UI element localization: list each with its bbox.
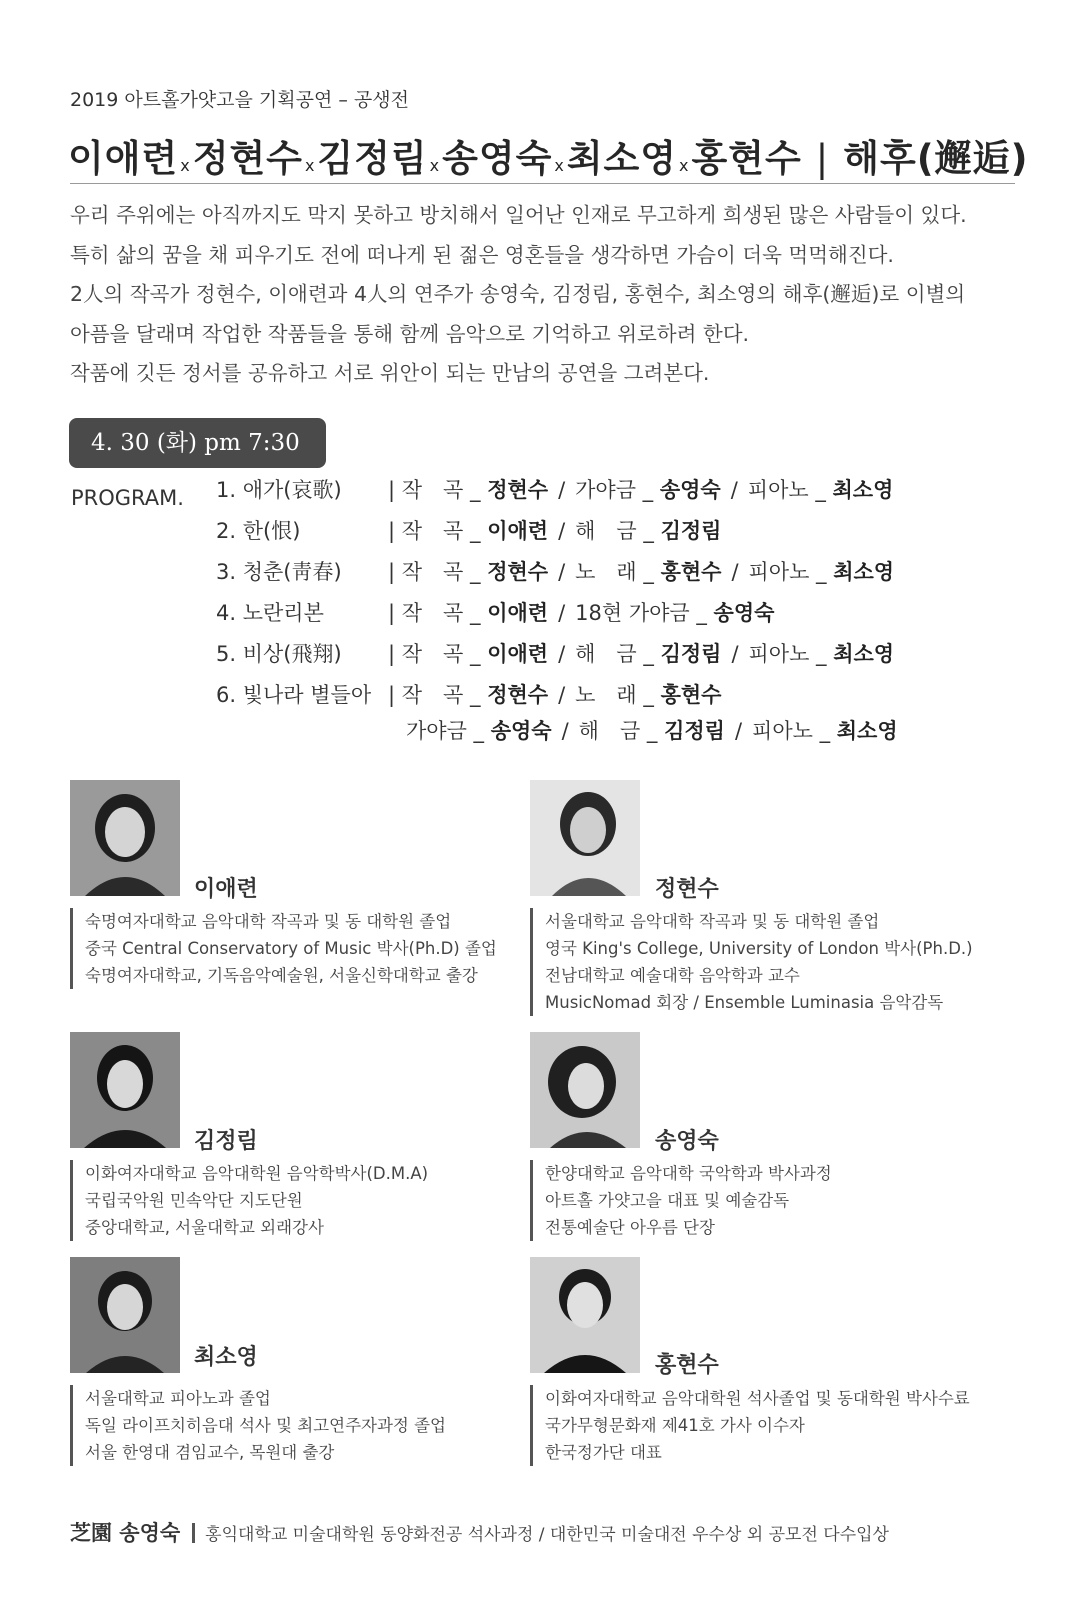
performer-name: 송영숙 <box>655 1129 719 1154</box>
credit-separator: / <box>731 642 739 666</box>
credit-role: 작 곡 _ <box>401 560 488 584</box>
intro-text <box>70 196 1030 394</box>
credit-role: 작 곡 _ <box>401 478 488 502</box>
bio-line: 전통예술단 아우름 단장 <box>545 1218 715 1237</box>
credit-role: 가야금 _ <box>406 719 491 743</box>
program-title: 6. 빛나라 별들아 <box>216 683 372 707</box>
credit-separator: / <box>558 642 566 666</box>
credit-separator: / <box>558 519 566 543</box>
credit-role: 피아노 _ <box>747 478 833 502</box>
credit-separator: / <box>558 478 566 502</box>
credit-role: 해 금 _ <box>578 719 665 743</box>
concert-subtitle: 2019 아트홀가얏고을 기획공연 – 공생전 <box>70 89 409 111</box>
credit-name: 이애련 <box>487 601 549 625</box>
credit-separator: / <box>734 719 743 743</box>
intro-line: 2人의 작곡가 정현수, 이애련과 4人의 연주가 송영숙, 김정림, 홍현수, 최소영의 해후(邂逅)로 이별의 <box>70 282 966 306</box>
intro-line: 우리 주위에는 아직까지도 막지 못하고 방치해서 일어난 인재로 무고하게 희생된 많은 사람들이 있다. <box>70 203 967 227</box>
title-name: 최소영 <box>566 137 678 180</box>
title-separator: x <box>679 156 690 175</box>
performer-bio <box>530 1160 832 1241</box>
intro-line: 작품에 깃든 정서를 공유하고 서로 위안이 되는 만남의 공연을 그려본다. <box>70 361 710 385</box>
credit-separator: / <box>558 601 566 625</box>
program-bar: | <box>388 642 402 666</box>
credit-role: 작 곡 _ <box>401 642 488 666</box>
bio-line: 숙명여자대학교 음악대학 작곡과 및 동 대학원 졸업 <box>85 912 452 931</box>
performer-photo <box>70 1032 180 1148</box>
intro-line: 아픔을 달래며 작업한 작품들을 통해 함께 음악으로 기억하고 위로하려 한다. <box>70 321 750 346</box>
concert-title <box>68 128 1029 182</box>
performer-name: 정현수 <box>655 877 719 902</box>
program-bar: | <box>388 601 402 625</box>
bio-line: 중앙대학교, 서울대학교 외래강사 <box>85 1218 324 1237</box>
credit-name: 송영숙 <box>713 601 775 625</box>
bio-line: 국립국악원 민속악단 지도단원 <box>85 1191 303 1210</box>
performer-photo <box>70 780 180 896</box>
program-bar: | <box>388 478 402 502</box>
footer-name: 芝園 송영숙 <box>70 1521 181 1545</box>
title-separator: x <box>554 156 565 175</box>
credit-role: 피아노 _ <box>748 560 834 584</box>
program-credits <box>388 597 774 627</box>
title-bar: | <box>815 137 830 180</box>
credit-name: 최소영 <box>836 719 898 743</box>
credit-name: 김정림 <box>660 519 722 543</box>
performer-photo <box>70 1257 180 1373</box>
credit-name: 송영숙 <box>490 719 552 743</box>
bio-line: MusicNomad 회장 / Ensemble Luminasia 음악감독 <box>545 993 944 1012</box>
program-title: 5. 비상(飛翔) <box>216 642 342 666</box>
credit-name: 최소영 <box>833 642 895 666</box>
bio-line: 이화여자대학교 음악대학원 음악학박사(D.M.A) <box>85 1164 429 1183</box>
program-title: 2. 한(恨) <box>216 519 301 543</box>
performer-name: 최소영 <box>194 1345 258 1370</box>
program-bar: | <box>388 683 402 707</box>
performer-name: 홍현수 <box>655 1353 719 1378</box>
program-title: 3. 청춘(靑春) <box>216 560 342 584</box>
credit-name: 김정림 <box>664 719 725 743</box>
title-name: 이애련 <box>68 137 179 180</box>
bio-line: 서울대학교 피아노과 졸업 <box>85 1389 271 1408</box>
credit-name: 최소영 <box>832 478 894 502</box>
bio-line: 독일 라이프치히음대 석사 및 최고연주자과정 졸업 <box>85 1416 446 1435</box>
bio-line: 국가무형문화재 제41호 가사 이수자 <box>545 1416 805 1435</box>
performer-bio <box>70 1160 428 1241</box>
credit-role: 해 금 _ <box>575 642 661 666</box>
program-credits <box>388 474 893 504</box>
program-credits <box>406 715 898 745</box>
program-credits <box>388 638 894 668</box>
program-label: PROGRAM. <box>71 486 184 510</box>
program-bar: | <box>388 519 402 543</box>
credit-separator: / <box>558 683 566 707</box>
credit-role: 작 곡 _ <box>401 683 488 707</box>
program-title: 4. 노란리본 <box>216 601 324 625</box>
credit-separator: / <box>731 560 739 584</box>
title-separator: x <box>429 156 441 175</box>
bio-line: 영국 King's College, University of London 박사(Ph.D.) <box>545 939 973 958</box>
bio-line: 한양대학교 음악대학 국악학과 박사과정 <box>545 1164 832 1183</box>
performer-name: 김정림 <box>194 1129 258 1154</box>
credit-separator: / <box>730 478 738 502</box>
credit-role: 해 금 _ <box>575 519 661 543</box>
performer-bio <box>70 908 497 989</box>
credit-role: 노 래 _ <box>575 560 661 584</box>
program-title: 1. 애가(哀歌) <box>216 478 342 502</box>
bio-line: 이화여자대학교 음악대학원 석사졸업 및 동대학원 박사수료 <box>545 1389 970 1408</box>
footer-text: 홍익대학교 미술대학원 동양화전공 석사과정 / 대한민국 미술대전 우수상 외 공모전 다수입상 <box>205 1525 889 1545</box>
program-bar: | <box>388 560 402 584</box>
credit-name: 송영숙 <box>659 478 721 502</box>
credit-role: 노 래 _ <box>575 683 661 707</box>
bio-line: 중국 Central Conservatory of Music 박사(Ph.D) 졸업 <box>85 939 497 958</box>
title-name: 홍현수 <box>691 137 802 180</box>
title-separator: x <box>304 156 316 175</box>
credit-role: 18현 가야금 _ <box>575 601 714 625</box>
credit-name: 이애련 <box>487 519 549 543</box>
title-divider <box>70 183 1015 184</box>
performer-bio <box>70 1385 446 1466</box>
credit-name: 이애련 <box>487 642 549 666</box>
performer-photo <box>530 1032 640 1148</box>
title-name: 송영숙 <box>442 137 553 180</box>
footer-divider <box>192 1523 195 1543</box>
intro-line: 특히 삶의 꿈을 채 피우기도 전에 떠나게 된 젊은 영혼들을 생각하면 가슴이 더욱 먹먹해진다. <box>70 242 894 267</box>
credit-name: 홍현수 <box>660 560 722 584</box>
performer-photo <box>530 780 640 896</box>
credit-name: 정현수 <box>487 683 549 707</box>
performer-name: 이애련 <box>194 877 258 902</box>
title-theme: 해후(邂逅) <box>843 137 1029 180</box>
bio-line: 아트홀 가얏고을 대표 및 예술감독 <box>545 1191 790 1210</box>
credit-role: 작 곡 _ <box>401 601 488 625</box>
credit-name: 정현수 <box>487 478 549 502</box>
credit-name: 김정림 <box>660 642 722 666</box>
footer-credit <box>70 1517 889 1547</box>
title-name: 정현수 <box>192 137 303 180</box>
bio-line: 서울대학교 음악대학 작곡과 및 동 대학원 졸업 <box>545 912 880 931</box>
bio-line: 한국정가단 대표 <box>545 1443 662 1462</box>
credit-name: 홍현수 <box>660 683 722 707</box>
credit-name: 최소영 <box>833 560 895 584</box>
credit-role: 피아노 _ <box>752 719 837 743</box>
title-separator: x <box>180 156 191 175</box>
credit-role: 피아노 _ <box>748 642 834 666</box>
credit-separator: / <box>561 719 569 743</box>
program-credits <box>388 515 721 545</box>
title-name: 김정림 <box>317 137 428 180</box>
date-badge: 4. 30 (화) pm 7:30 <box>69 418 326 468</box>
program-credits <box>388 556 894 586</box>
performer-bio <box>530 908 973 1016</box>
performer-bio <box>530 1385 970 1466</box>
credit-role: 가야금 _ <box>575 478 660 502</box>
credit-role: 작 곡 _ <box>401 519 488 543</box>
credit-separator: / <box>558 560 566 584</box>
program-credits <box>388 679 721 709</box>
bio-line: 전남대학교 예술대학 음악학과 교수 <box>545 966 800 985</box>
bio-line: 숙명여자대학교, 기독음악예술원, 서울신학대학교 출강 <box>85 966 478 985</box>
performer-photo <box>530 1257 640 1373</box>
bio-line: 서울 한영대 겸임교수, 목원대 출강 <box>85 1443 335 1462</box>
credit-name: 정현수 <box>487 560 549 584</box>
